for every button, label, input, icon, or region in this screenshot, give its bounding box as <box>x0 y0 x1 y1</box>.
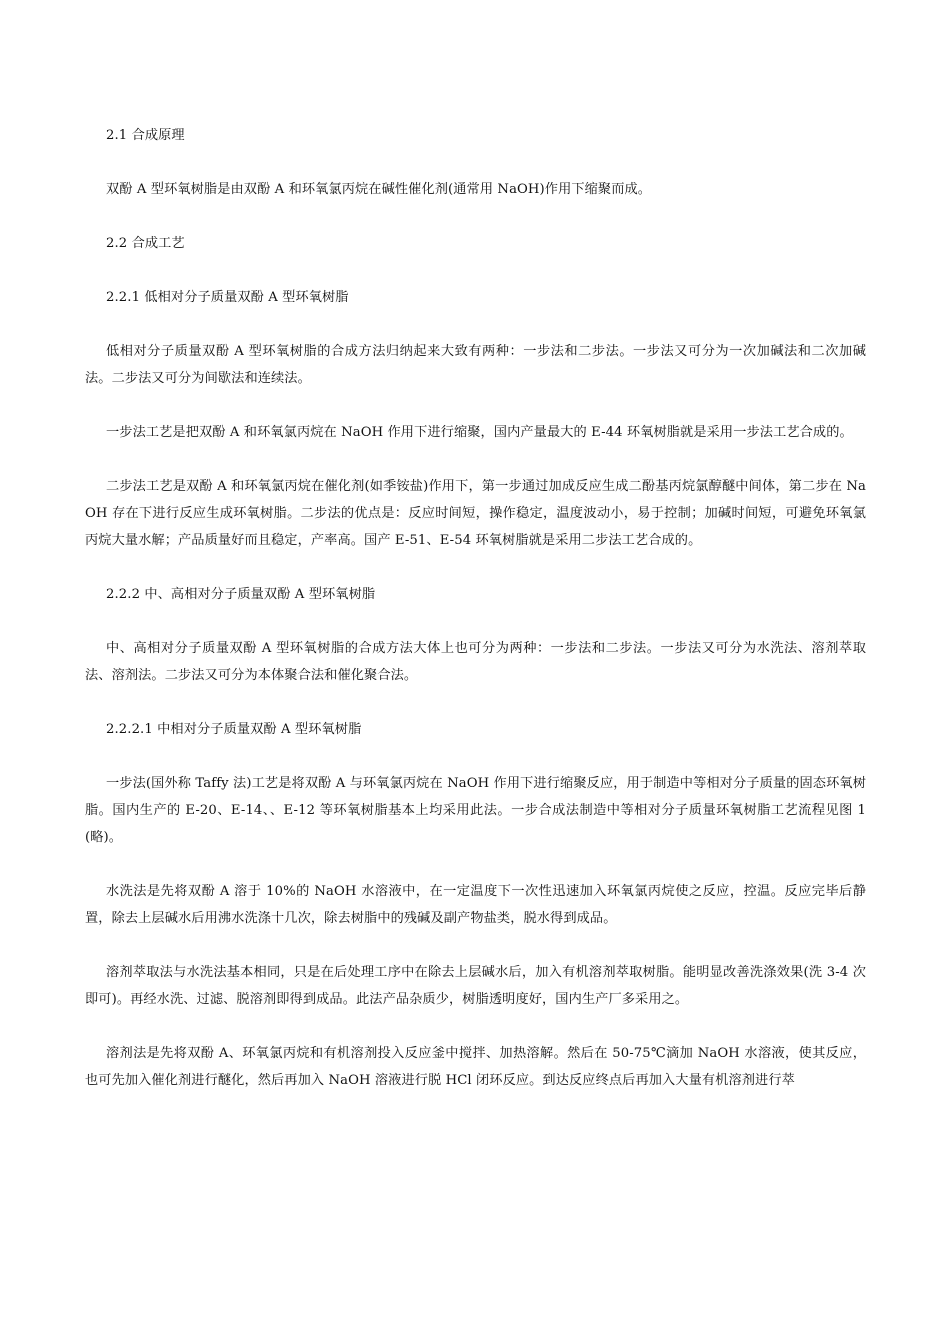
section-heading-2-2-2: 2.2.2 中、高相对分子质量双酚 A 型环氧树脂 <box>106 587 376 602</box>
paragraph-one-step-process: 一步法工艺是把双酚 A 和环氧氯丙烷在 NaOH 作用下进行缩聚，国内产量最大的 E-44 环氧树脂就是采用一步法工艺合成的。 <box>106 425 853 440</box>
paragraph-low-mw-methods: 低相对分子质量双酚 A 型环氧树脂的合成方法归纳起来大致有两种：一步法和二步法。一步法又可分为一次加碱法和二次加碱法。二步法又可分为间歇法和连续法。 <box>85 344 866 386</box>
paragraph-solvent-method: 溶剂法是先将双酚 A、环氧氯丙烷和有机溶剂投入反应釜中搅拌、加热溶解。然后在 50-75℃滴加 NaOH 水溶液，使其反应，也可先加入催化剂进行醚化，然后再加入 NaOH 溶液进行脱 HCl 闭环反应。到达反应终点后再加入大量有机溶剂进行萃 <box>85 1046 866 1088</box>
paragraph-synthesis-principle: 双酚 A 型环氧树脂是由双酚 A 和环氧氯丙烷在碱性催化剂(通常用 NaOH)作用下缩聚而成。 <box>106 182 652 197</box>
paragraph-two-step-process: 二步法工艺是双酚 A 和环氧氯丙烷在催化剂(如季铵盐)作用下，第一步通过加成反应生成二酚基丙烷氯醇醚中间体，第二步在 NaOH 存在下进行反应生成环氧树脂。二步法的优点是：反应时间短，操作稳定，温度波动小，易于控制；加碱时间短，可避免环氧氯丙烷大量水解；产品质量好而且稳定，产率高。国产 E-51、E-54 环氧树脂就是采用二步法工艺合成的。 <box>85 479 866 548</box>
document-page <box>85 122 866 1094</box>
section-heading-2-1: 2.1 合成原理 <box>106 128 185 143</box>
paragraph-taffy-process: 一步法(国外称 Taffy 法)工艺是将双酚 A 与环氧氯丙烷在 NaOH 作用下进行缩聚反应，用于制造中等相对分子质量的固态环氧树脂。国内生产的 E-20、E-14、、E-12 等环氧树脂基本上均采用此法。一步合成法制造中等相对分子质量环氧树脂工艺流程见图 1(略)。 <box>85 776 866 845</box>
paragraph-solvent-extraction-method: 溶剂萃取法与水洗法基本相同，只是在后处理工序中在除去上层碱水后，加入有机溶剂萃取树脂。能明显改善洗涤效果(洗 3-4 次即可)。再经水洗、过滤、脱溶剂即得到成品。此法产品杂质少，树脂透明度好，国内生产厂多采用之。 <box>85 965 866 1007</box>
section-heading-2-2-1: 2.2.1 低相对分子质量双酚 A 型环氧树脂 <box>106 290 349 305</box>
section-heading-2-2: 2.2 合成工艺 <box>106 236 185 251</box>
paragraph-mid-high-mw-methods: 中、高相对分子质量双酚 A 型环氧树脂的合成方法大体上也可分为两种：一步法和二步法。一步法又可分为水洗法、溶剂萃取法、溶剂法。二步法又可分为本体聚合法和催化聚合法。 <box>85 641 866 683</box>
section-heading-2-2-2-1: 2.2.2.1 中相对分子质量双酚 A 型环氧树脂 <box>106 722 362 737</box>
paragraph-water-wash-method: 水洗法是先将双酚 A 溶于 10%的 NaOH 水溶液中，在一定温度下一次性迅速加入环氧氯丙烷使之反应，控温。反应完毕后静置，除去上层碱水后用沸水洗涤十几次，除去树脂中的残碱及副产物盐类，脱水得到成品。 <box>85 884 866 926</box>
